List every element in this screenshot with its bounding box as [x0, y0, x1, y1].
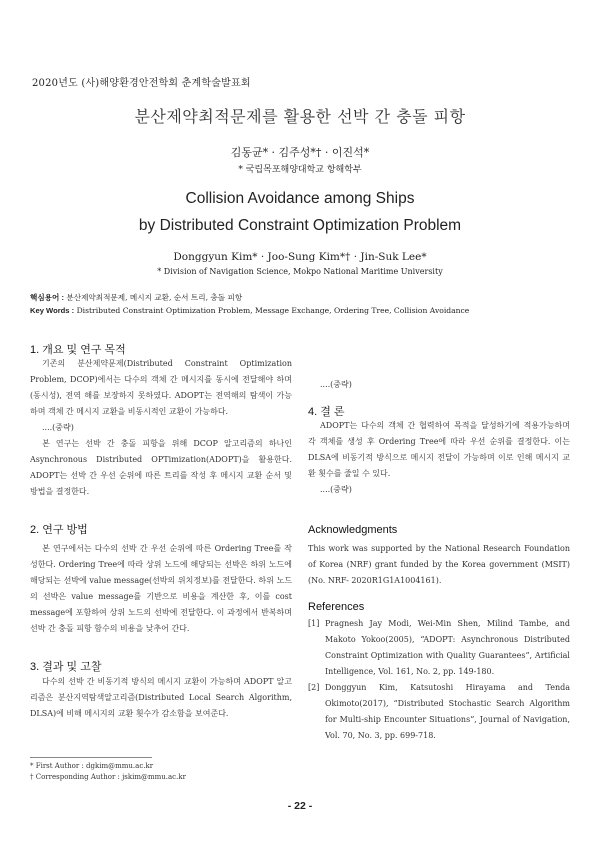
authors-english: Donggyun Kim* · Joo-Sung Kim*† · Jin-Suk Lee* [173, 251, 427, 263]
title-english [0, 185, 600, 239]
reference-number: [1] [308, 619, 320, 628]
section-3-continuation-spacer [308, 329, 570, 377]
section-4-body [308, 418, 570, 498]
keywords-english-label: Key Words : [30, 306, 75, 315]
section-2-paragraph-1: 본 연구에서는 다수의 선박 간 우선 순위에 따른 Ordering Tree를 작성한다. Ordering Tree에 따라 상위 노드에 해당되는 선박은 하위 노드에 해당되는 선박에 value message(선박의 위치정보)를 전달한다. 하위 노드의 선박은 value message를 기반으로 비용을 계산한 후, 이를 cost message에 포함하여 상위 노드의 선박에 전달한다. 이 과정에서 반복하며 선박 간 충돌 피항 함수의 비용을 낮추어 간다. [30, 544, 292, 633]
keywords-english [30, 306, 469, 315]
affiliation-korean: * 국립목포해양대학교 항해학부 [238, 165, 362, 175]
references-list [308, 616, 570, 744]
references-heading: References [308, 601, 365, 613]
reference-item-2 [308, 680, 570, 744]
section-4-paragraph-1: ADOPT는 다수의 객체 간 협력하여 목적을 달성하기에 적용가능하며 각 객체를 생성 후 Ordering Tree에 따라 우선 순위를 결정한다. 이는 DLSA에 비동기적 방식으로 메시지 전달이 가능하며 이로 인해 메시지 교환 횟수를 줄일 수 있다. [308, 421, 570, 478]
acknowledgments-heading: Acknowledgments [308, 524, 398, 536]
acknowledgments-text: This work was supported by the National Research Foundation of Korea (NRF) grant funded by the Korea government (MSIT) (No. NRF- 2020R1G1A1004161). [308, 544, 570, 585]
section-3-omission: ....(중략) [320, 380, 352, 389]
conference-header: 2020년도 (사)해양환경안전학회 춘계학술발표회 [32, 78, 251, 89]
title-korean: 분산제약최적문제를 활용한 선박 간 충돌 피항 [134, 107, 466, 126]
keywords-korean-label: 핵심용어 : [30, 293, 64, 302]
title-english-line2: by Distributed Constraint Optimization Problem [138, 217, 462, 234]
footnote-corresponding-author: † Corresponding Author : jskim@mmu.ac.kr [30, 773, 186, 781]
section-4-omission: ....(중략) [320, 485, 352, 494]
reference-number: [2] [308, 683, 320, 692]
reference-item-1 [308, 616, 570, 680]
affiliation-english: * Division of Navigation Science, Mokpo National Maritime University [157, 267, 443, 276]
reference-text: Pragnesh Jay Modi, Wei-Min Shen, Milind Tambe, and Makoto Yokoo(2005), “ADOPT: Asynchronous Distributed Constraint Optimization with Quality Guarantees”, Artificial Intelligence, Vol. 161, No. 2, pp. 149-180. [325, 619, 570, 676]
keywords-korean [30, 292, 242, 303]
section-3-heading: 3. 결과 및 고찰 [30, 661, 102, 673]
reference-text: Donggyun Kim, Katsutoshi Hirayama and Tenda Okimoto(2017), “Distributed Stochastic Search Algorithm for Multi-ship Encounter Situations”, Journal of Navigation, Vol. 70, No. 3, pp. 699-718. [325, 683, 570, 740]
keywords-korean-text: 분산제약최적문제, 메시지 교환, 순서 트리, 충돌 피항 [66, 293, 243, 302]
footnote-rule [30, 757, 152, 758]
section-3-paragraph-1: 다수의 선박 간 비동기적 방식의 메시지 교환이 가능하며 ADOPT 알고리즘은 분산지역탐색알고리즘(Distributed Local Search Algorithm, DLSA)에 비해 메시지의 교환 횟수가 감소함을 보여준다. [30, 677, 292, 718]
page-number: - 22 - [287, 800, 313, 812]
section-3-continuation [308, 329, 570, 393]
title-english-line1: Collision Avoidance among Ships [185, 190, 415, 207]
section-4-heading: 4. 결 론 [308, 406, 345, 418]
footnote-first-author: * First Author : dgkim@mmu.ac.kr [30, 762, 154, 770]
section-1-heading: 1. 개요 및 연구 목적 [30, 344, 126, 356]
keywords-english-text: Distributed Constraint Optimization Problem, Message Exchange, Ordering Tree, Collision Avoidance [76, 306, 470, 315]
section-1-body [30, 356, 292, 500]
section-1-paragraph-2: 본 연구는 선박 간 충돌 피항을 위해 DCOP 알고리즘의 하나인 Asynchronous Distributed OPTimization(ADOPT)을 활용한다. ADOPT는 선박 간 우선 순위에 따른 트리를 작성 후 메시지 교환 순서 및 방법을 결정한다. [30, 439, 292, 496]
section-1-omission: ....(중략) [42, 423, 74, 432]
section-3-body [30, 674, 292, 722]
authors-korean: 김동균* · 김주성*† · 이진석* [230, 146, 370, 159]
section-2-heading: 2. 연구 방법 [30, 524, 88, 536]
section-1-paragraph-1: 기존의 분산제약문제(Distributed Constraint Optimization Problem, DCOP)에서는 다수의 객체 간 메시지를 동시에 전달해야 하며(동시성), 전역 해를 보장하지 못하였다. ADOPT는 전역해의 탐색이 가능하며 객체 간 메시지 교환을 비동시적인 교환이 가능하다. [30, 359, 292, 416]
section-2-body [30, 541, 292, 637]
acknowledgments-body [308, 541, 570, 589]
